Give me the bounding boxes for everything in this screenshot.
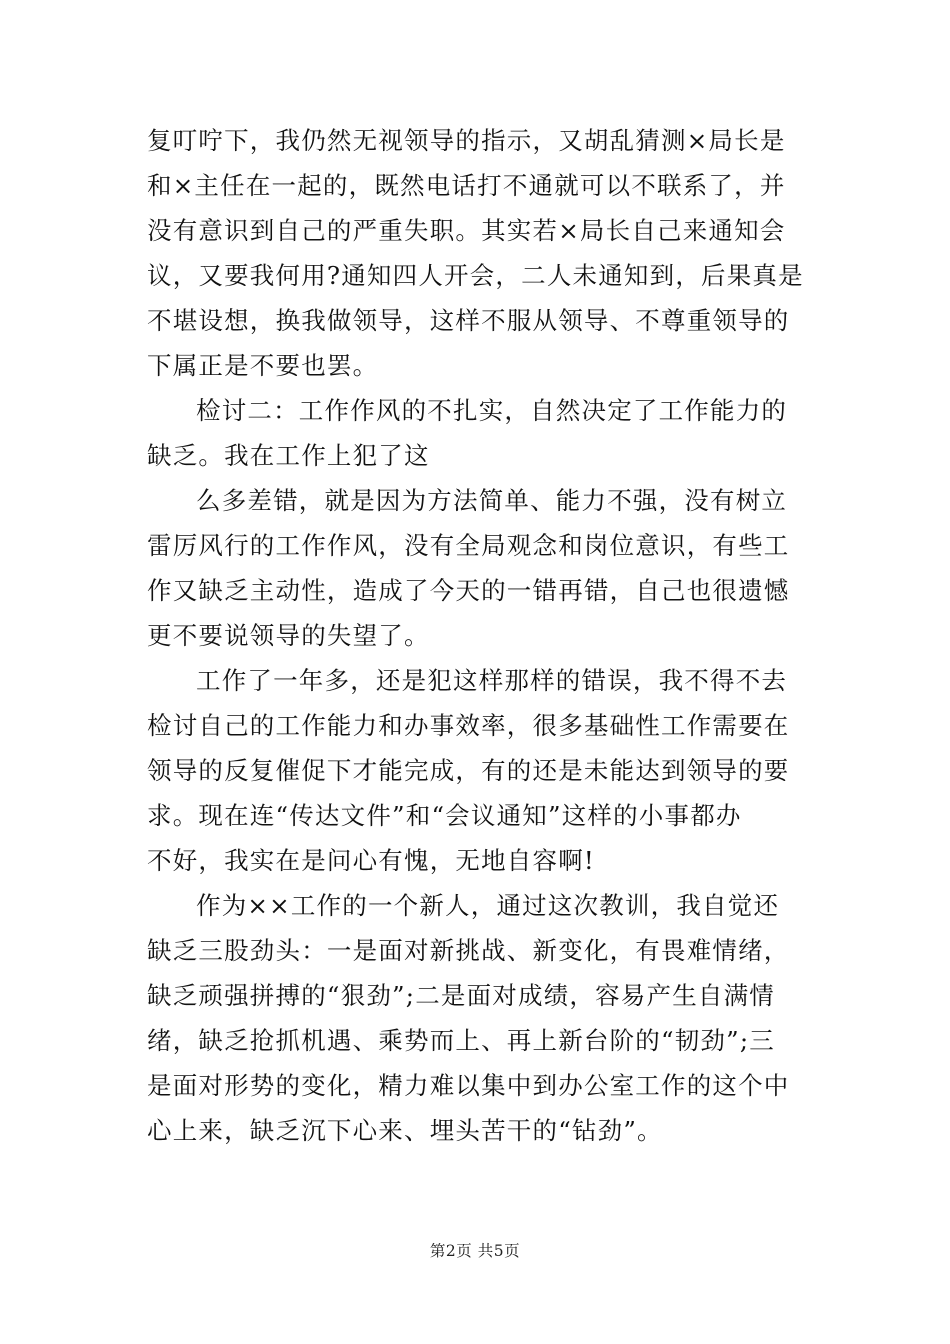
text-line: 作为××工作的一个新人，通过这次教训，我自觉还	[196, 891, 780, 920]
text-line: 不好，我实在是问心有愧，无地自容啊!	[147, 846, 595, 875]
text-line: 下属正是不要也罢。	[147, 351, 379, 380]
text-line: 作又缺乏主动性，造成了今天的一错再错，自己也很遗憾	[147, 576, 790, 605]
text-line: 雷厉风行的工作作风，没有全局观念和岗位意识，有些工	[147, 531, 790, 560]
text-line: 么多差错，就是因为方法简单、能力不强，没有树立	[196, 486, 788, 515]
page-footer: 第2页 共5页	[429, 1242, 521, 1260]
text-line: 缺乏三股劲头：一是面对新挑战、新变化，有畏难情绪，	[147, 936, 790, 965]
text-line: 求。现在连“传达文件”和“会议通知”这样的小事都办	[147, 801, 742, 830]
text-line: 更不要说领导的失望了。	[147, 621, 430, 650]
text-line: 绪，缺乏抢抓机遇、乘势而上、再上新台阶的“韧劲”;三	[147, 1026, 776, 1055]
text-line: 复叮咛下，我仍然无视领导的指示，又胡乱猜测×局长是	[147, 126, 786, 155]
document-body	[147, 118, 817, 1153]
text-line: 领导的反复催促下才能完成，有的还是未能达到领导的要	[147, 756, 790, 785]
text-line: 没有意识到自己的严重失职。其实若×局长自己来通知会	[147, 216, 786, 245]
text-line: 缺乏。我在工作上犯了这	[147, 441, 430, 470]
text-line: 检讨二：工作作风的不扎实，自然决定了工作能力的	[196, 396, 788, 425]
text-line: 不堪设想，换我做领导，这样不服从领导、不尊重领导的	[147, 306, 790, 335]
text-line: 是面对形势的变化，精力难以集中到办公室工作的这个中	[147, 1071, 790, 1100]
text-line: 心上来，缺乏沉下心来、埋头苦干的“钻劲”。	[147, 1116, 663, 1145]
text-line: 缺乏顽强拼搏的“狠劲”;二是面对成绩，容易产生自满情	[147, 981, 776, 1010]
text-line: 议，又要我何用?通知四人开会，二人未通知到，后果真是	[147, 261, 804, 290]
text-line: 检讨自己的工作能力和办事效率，很多基础性工作需要在	[147, 711, 790, 740]
text-line: 和×主任在一起的，既然电话打不通就可以不联系了，并	[147, 171, 786, 200]
text-line: 工作了一年多，还是犯这样那样的错误，我不得不去	[196, 666, 788, 695]
